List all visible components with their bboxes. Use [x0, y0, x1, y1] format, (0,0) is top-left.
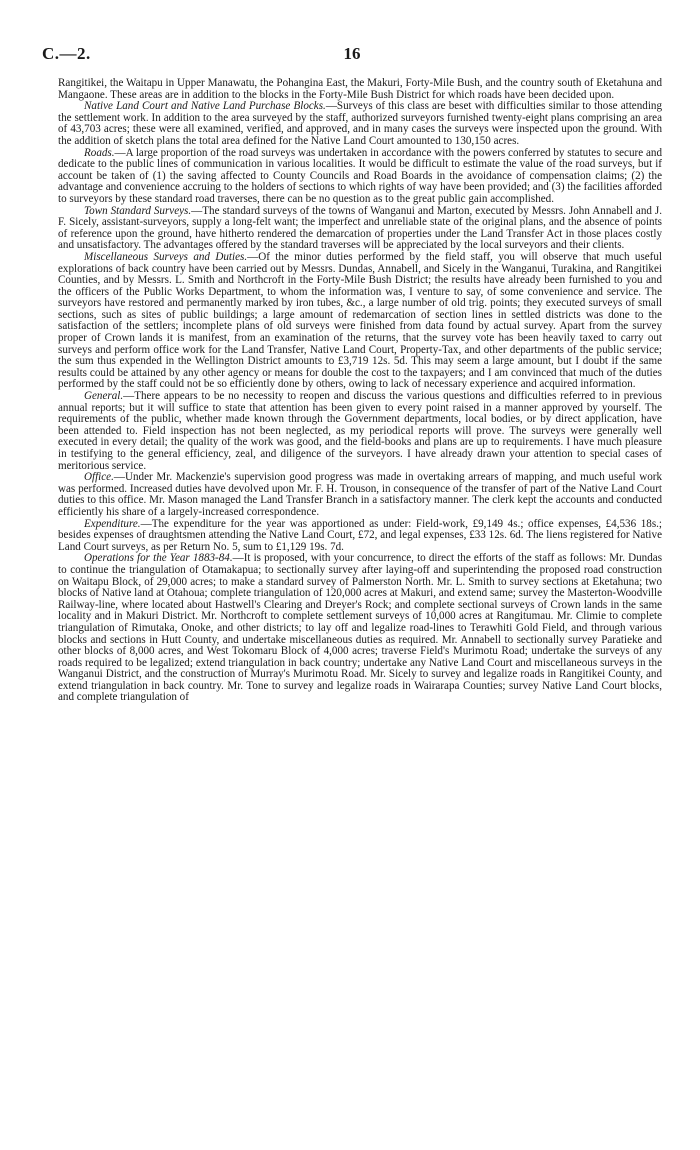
- paragraph-heading: Roads.: [84, 146, 115, 159]
- paragraph-town-standard-surveys: Town Standard Surveys.—The standard surveys of the towns of Wanganui and Marton, executed by Messrs. John Annabell and J. F. Sicely, assistant-surveyors, supply a long-felt want; the imperfect and unreliable state of the original plans, and the absence of points of reference upon the ground, have hitherto rendered the demarcation of properties under the Land Transfer Act in those places costly and unsatisfactory. The advantages offered by the standard traverses will be appreciated by the local surveyors and their clients.: [58, 204, 662, 252]
- paragraph-roads: Roads.—A large proportion of the road surveys was undertaken in accordance with the powers conferred by statutes to secure and dedicate to the public lines of communication in various localities. It would be difficult to estimate the value of the road surveys, but if account be taken of (1) the saving affected to County Councils and Road Boards in the avoidance of compensation claims; (2) the advantage and convenience accruing to the holders of sections to which rights of way have been provided; and (3) the facilities afforded to surveyors by these standard road traverses, there can be no question as to the great public gain accomplished.: [58, 146, 662, 205]
- paragraph-heading: General.: [84, 390, 124, 403]
- paragraph-miscellaneous-surveys: Miscellaneous Surveys and Duties.—Of the minor duties performed by the field staff, you will observe that much useful explorations of back country have been carried out by Messrs. Dundas, Annabell, and Sicely in the Wanganui, Turakina, and Rangitikei Counties, and by Messrs. L. Smith and Northcroft in the Forty-Mile Bush District; the results have already been furnished to you and the officers of the Public Works Department, to whom the information was, I venture to say, of some convenience and service. The surveyors have restored and permanently marked by iron tubes, &c., a large number of old trig. points; they executed surveys of small sections, such as sites of public buildings; a large amount of redemarcation of section lines in settled districts was done to the satisfaction of the settlers; incomplete plans of old surveys were finished from data found by actual survey. Apart from the survey proper of Crown lands it is manifest, from an examination of the returns, that the survey vote has been heavily taxed to carry out surveys and perform office work for the Land Transfer, Native Land Court, Property-Tax, and other departments of the public service; the sum thus expended in the Wellington District amounts to £3,719 12s. 5d. This may seem a large amount, but I doubt if the same results could be attained by any other agency or means for double the cost to the taxpayers; and I am convinced that much of the duties performed by the staff could not be so efficiently done by others, owing to lack of necessary experience and acquired information.: [58, 250, 663, 391]
- paragraph-general: General.—There appears to be no necessity to reopen and discuss the various questions and difficulties referred to in previous annual reports; but it will suffice to state that attention has been given to every point raised in a manner approved by yourself. The requirements of the public, whether made known through the Government departments, local bodies, or by direct application, have been attended to. Field inspection has not been neglected, as my periodical reports will prove. The surveys were generally well executed in every detail; the quality of the work was good, and the field-books and plans are up to requirements. I have much pleasure in testifying to the general efficiency, zeal, and diligence of the surveyors. I have already drawn your attention to special cases of meritorious service.: [58, 390, 662, 472]
- paragraph-heading: Expenditure.: [84, 517, 141, 530]
- paragraph-office: Office.—Under Mr. Mackenzie's supervision good progress was made in overtaking arrears of mapping, and much useful work was performed. Increased duties have devolved upon Mr. F. H. Trouson, in consequence of the transfer of part of the Native Land Court duties to this office. Mr. Mason managed the Land Transfer Branch in a satisfactory manner. The clerk kept the accounts and conducted efficiently his share of a largely-increased correspondence.: [58, 471, 662, 518]
- paragraph-heading: Native Land Court and Native Land Purchase Blocks.: [84, 100, 326, 113]
- page-number: 16: [343, 44, 361, 63]
- paragraph-heading: Town Standard Surveys.: [84, 204, 192, 217]
- paragraph-expenditure: Expenditure.—The expenditure for the year was apportioned as under: Field-work, £9,149 4s.; office expenses, £4,536 18s.; besides expenses of draughtsmen attending the Native Land Court, £72, and legal expenses, £33 12s. 6d. The liens registered for Native Land Court surveys, as per Return No. 5, sum to £1,129 19s. 7d.: [58, 517, 662, 553]
- document-code: C.—2.: [42, 44, 91, 63]
- paragraph-heading: Miscellaneous Surveys and Duties.: [84, 250, 248, 263]
- paragraph-heading: Office.: [84, 471, 114, 484]
- paragraph-operations: Operations for the Year 1883-84.—It is proposed, with your concurrence, to direct the efforts of the staff as follows: Mr. Dundas to continue the triangulation of Otamakapua; to sectionally survey after laying-off and superintending the proposed road construction on Waitapu Block, of 29,000 acres; to make a standard survey of Palmerston North. Mr. L. Smith to survey sections at Eketahuna; two blocks of Native land at Otahoua; complete triangulation of 120,000 acres at Makuri, and extend same; survey the Masterton-Woodville Railway-line, where located about Hastwell's Clearing and Dreyer's Rock; and complete sectional surveys of Crown lands in the same locality and in Makuri District. Mr. Northcroft to complete settlement surveys of 10,000 acres at Rangitumau. Mr. Climie to complete triangulation of Rimutaka, Onoke, and other districts; to lay off and legalize road-lines to Terawhiti Gold Field, and through various blocks and sections in Hutt County, and undertake miscellaneous duties as required. Mr. Annabell to sectionally survey Paratieke and other blocks of 8,000 acres, and West Tokomaru Block of 4,000 acres; traverse Field's Murimotu Road; undertake the surveys of any roads required to be legalized; extend triangulation in back country; undertake any Native Land Court and miscellaneous surveys in the Wanganui District, and the construction of Murray's Murimotu Road. Mr. Sicely to survey and legalize roads in Rangitikei County, and extend triangulation in back country. Mr. Tone to survey and legalize roads in Wairarapa Counties; survey Native Land Court blocks, and complete triangulation of: [58, 552, 663, 704]
- paragraph-native-land-court: Native Land Court and Native Land Purchase Blocks.—Surveys of this class are beset with difficulties similar to those attending the settlement work. In addition to the area surveyed by the staff, authorized surveyors furnished twenty-eight plans comprising an area of 43,703 acres; these were all examined, verified, and approved, and in many cases the surveys were inspected upon the ground. With the addition of sketch plans the total area defined for the Native Land Court amounted to 130,150 acres.: [58, 100, 662, 147]
- paragraph-heading: Operations for the Year 1883-84.: [84, 552, 233, 565]
- body-text: [58, 78, 662, 704]
- paragraph-continuation: Rangitikei, the Waitapu in Upper Manawatu, the Pohangina East, the Makuri, Forty-Mile Bush, and the country south of Eketahuna and Mangaone. These areas are in addition to the blocks in the Forty-Mile Bush District for which roads have been decided upon.: [58, 77, 662, 101]
- page-header: [42, 44, 662, 64]
